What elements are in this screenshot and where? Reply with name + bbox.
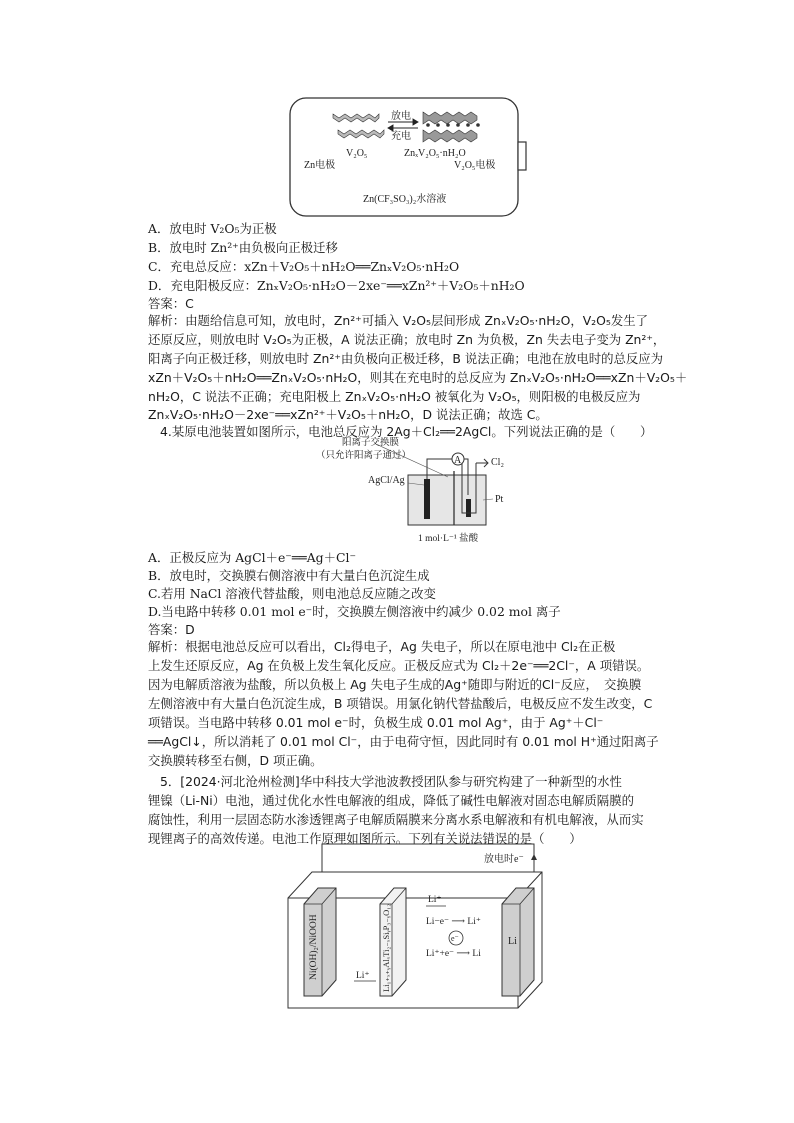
figure-zn-v2o5-battery <box>288 92 538 222</box>
left-electrode-label: Ni(OH)₂/NiOOH <box>309 914 319 980</box>
q4-analysis-line: 上发生还原反应，Ag 在负极上发生氧化反应。正极反应式为 Cl₂＋2e⁻══2Cl⁻，A 项错误。 <box>148 658 650 673</box>
q4-analysis-line: 项错误。当电路中转移 0.01 mol e⁻时，负极生成 0.01 mol Ag⁺，由于 Ag⁺＋Cl⁻ <box>148 715 604 730</box>
q3-option-c: C．充电总反应：xZn＋V₂O₅＋nH₂O══ZnₓV₂O₅·nH₂O <box>148 259 460 274</box>
right-electrode-label: Li <box>508 936 517 947</box>
q4-option-d: D.当电路中转移 0.01 mol e⁻时，交换膜左侧溶液中约减少 0.02 mol 离子 <box>148 604 561 619</box>
figure-ag-cl2-cell <box>308 437 518 549</box>
q4-stem: 4.某原电池装置如图所示，电池总反应为 2Ag＋Cl₂══2AgCl。下列说法正确的是（ ） <box>160 424 653 439</box>
discharge-electron-label: 放电时e⁻ <box>484 854 524 865</box>
reaction-top: Li−e⁻ ⟶ Li⁺ <box>426 917 481 927</box>
v2o5-label: V₂O₅ <box>346 148 368 159</box>
q4-answer: 答案：D <box>148 622 195 637</box>
cl2-label: Cl₂ <box>491 457 504 468</box>
q3-option-b: B．放电时 Zn²⁺由负极向正极迁移 <box>148 240 338 255</box>
membrane-label: 阳离子交换膜 <box>342 438 400 448</box>
electrolyte-label: Zn(CF₃SO₃)₂水溶液 <box>363 194 447 205</box>
q3-analysis-line: 阳离子向正极迁移，则放电时 Zn²⁺由负极向正极迁移，B 说法正确；电池在放电时的总反应为 <box>148 351 664 366</box>
pt-label: Pt <box>495 494 504 505</box>
q3-analysis-line: 还原反应，则放电时 V₂O₅为正极，A 说法正确；放电时 Zn 为负极，Zn 失去电子变为 Zn²⁺， <box>148 332 666 347</box>
q4-option-c: C.若用 NaCl 溶液代替盐酸，则电池总反应随之改变 <box>148 586 436 601</box>
ammeter-label: A <box>454 455 462 466</box>
znxv2o5-label: ZnₓV₂O₅·nH₂O <box>404 148 466 159</box>
li-plus-top-label: Li⁺ <box>428 895 442 905</box>
v2o5-electrode-label: V₂O₅电极 <box>454 160 496 171</box>
charge-label: 充电 <box>391 131 411 142</box>
agcl-ag-electrode <box>424 479 430 519</box>
membrane-note: （只允许阳离子通过） <box>316 451 412 461</box>
q5-stem-line: 腐蚀性，利用一层固态防水渗透锂离子电解质隔膜来分离水系电解液和有机电解液，从而实 <box>148 812 644 827</box>
electron-label: e⁻ <box>451 934 459 943</box>
reaction-bottom: Li⁺+e⁻ ⟶ Li <box>426 949 481 959</box>
membrane-label: Li₁₊ₓ₊ᵧAlₓTi₂₋ₓSiᵧP₃₋ᵧO₁₂ <box>381 903 391 992</box>
q4-analysis-line: ══AgCl↓，所以消耗了 0.01 mol Cl⁻，由于电荷守恒，因此同时有 0.01 mol H⁺通过阳离子 <box>148 734 659 749</box>
li-plus-bottom-label: Li⁺ <box>356 971 370 981</box>
q3-answer: 答案：C <box>148 296 194 311</box>
q3-option-a: A．放电时 V₂O₅为正极 <box>148 221 277 236</box>
agcl-ag-label: AgCl/Ag <box>368 475 405 486</box>
pt-electrode <box>466 499 471 517</box>
q5-stem-line: 5．[2024·河北沧州检测]华中科技大学池波教授团队参与研究构建了一种新型的水性 <box>160 774 622 789</box>
q3-analysis-line: nH₂O，C 说法不正确；充电阳极上 ZnₓV₂O₅·nH₂O 被氧化为 V₂O₅，则阳极的电极反应为 <box>148 389 641 404</box>
q3-option-d: D．充电阳极反应：ZnₓV₂O₅·nH₂O－2xe⁻══xZn²⁺＋V₂O₅＋nH₂O <box>148 278 525 293</box>
hcl-label: 1 mol·L⁻¹ 盐酸 <box>418 534 479 544</box>
q3-analysis-line: xZn＋V₂O₅＋nH₂O══ZnₓV₂O₅·nH₂O，则其在充电时的总反应为 ZnₓV₂O₅·nH₂O══xZn＋V₂O₅＋ <box>148 370 688 385</box>
q4-analysis-line: 左侧溶液中有大量白色沉淀生成，B 项错误。用氯化钠代替盐酸后，电极反应不发生改变，C <box>148 696 653 711</box>
q4-analysis-line: 解析：根据电池总反应可以看出，Cl₂得电子，Ag 失电子，所以在原电池中 Cl₂在正极 <box>148 639 616 654</box>
q4-analysis-line: 交换膜转移至右侧，D 项正确。 <box>148 753 323 768</box>
figure-li-ni-battery <box>282 840 572 1015</box>
q4-option-a: A．正极反应为 AgCl＋e⁻══Ag＋Cl⁻ <box>148 550 356 565</box>
q5-stem-line: 锂镍（Li-Ni）电池，通过优化水性电解液的组成，降低了碱性电解液对固态电解质隔膜的 <box>148 793 634 808</box>
discharge-label: 放电 <box>391 111 411 122</box>
zn-electrode-label: Zn电极 <box>304 160 336 171</box>
q3-analysis-line: ZnₓV₂O₅·nH₂O－2xe⁻══xZn²⁺＋V₂O₅＋nH₂O，D 说法正确；故选 C。 <box>148 407 548 422</box>
q5-stem-line: 现锂离子的高效传递。电池工作原理如图所示。下列有关说法错误的是（ ） <box>148 831 582 846</box>
q4-analysis-line: 因为电解质溶液为盐酸，所以负极上 Ag 失电子生成的Ag⁺随即与附近的Cl⁻反应， 交换膜 <box>148 677 642 692</box>
q4-option-b: B．放电时，交换膜右侧溶液中有大量白色沉淀生成 <box>148 568 430 583</box>
q3-analysis-line: 解析：由题给信息可知，放电时，Zn²⁺可插入 V₂O₅层间形成 ZnₓV₂O₅·nH₂O，V₂O₅发生了 <box>148 313 649 328</box>
